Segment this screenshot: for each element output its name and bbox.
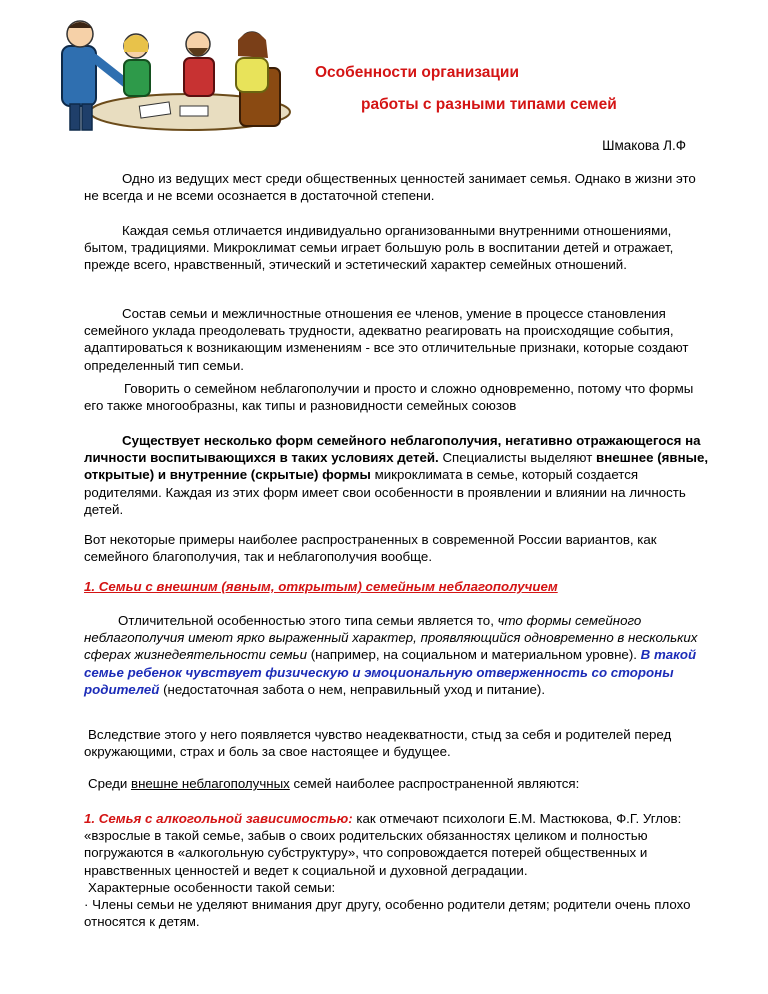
paragraph-4: Говорить о семейном неблагополучии и просто и сложно одновременно, потому что формы его также многообразны, как типы и разновидности семейных союзов — [84, 381, 694, 414]
alcohol-family-heading: 1. Семья с алкогольной зависимостью: — [84, 811, 353, 826]
paragraph-2: Каждая семья отличается индивидуально организованными внутренними отношениями, бытом, традициями. Микроклимат семьи играет большую роль в воспитании детей и отражает, прежде всего, нравственный, этический и эстетический характер семейных отношений. — [84, 223, 674, 273]
page-title-line-1: Особенности организации — [315, 64, 519, 81]
paragraph-1: Одно из ведущих мест среди общественных ценностей занимает семья. Однако в жизни это не всегда и не всеми осознается в достаточной степени. — [84, 171, 696, 204]
paragraph-7-text-2: (например, на социальном и материальном уровне). — [310, 647, 637, 663]
paragraph-5-text-1: Специалисты выделяют — [442, 450, 593, 466]
paragraph-5-text-2: микроклимата в семье, который создается родителями. Каждая из этих форм имеет свои особенности в проявлении и влиянии на личность детей. — [84, 467, 686, 517]
underlined-phrase: внешне неблагополучных — [131, 776, 290, 791]
paragraph-7 — [84, 612, 714, 698]
business-meeting-clipart-icon — [40, 8, 300, 136]
paragraph-7-text-1: Отличительной особенностью этого типа семьи является то, — [118, 613, 494, 628]
paragraph-10-text: как отмечают психологи Е.М. Мастюкова, Ф.Г. Углов: «взрослые в такой семье, забыв о своих родительских обязанностях целиком и полностью погружаются в «алкогольную субструктуру», что сопровождается потерей общественных и нравственных ценностей и ведет к социальной и духовной деградации. — [84, 811, 682, 878]
section-heading-1: 1. Семьи с внешним (явным, открытым) семейным неблагополучием — [84, 579, 558, 594]
paragraph-7-text-3: (недостаточная забота о нем, неправильный уход и питание). — [163, 681, 546, 697]
paragraph-10 — [84, 810, 714, 930]
paragraph-12: · Члены семьи не уделяют внимания друг другу, особенно родители детям; родители очень плохо относятся к детям. — [84, 897, 691, 930]
paragraph-5-bold-lead: Существует несколько форм семейного неблагополучия, негативно отражающегося на личности воспитывающихся в таких условиях детей. — [84, 433, 701, 466]
paragraph-7-italic: что формы семейного неблагополучия имеют ярко выраженный характер, проявляющийся одновременно в нескольких сферах жизнедеятельности семьи — [84, 613, 698, 663]
paragraph-5 — [84, 432, 714, 518]
paragraph-11: Характерные особенности такой семьи: — [88, 879, 336, 895]
paragraph-7-blue-emphasis: В такой семье ребенок чувствует физическую и эмоциональную отверженность со стороны родителей — [84, 647, 697, 697]
paragraph-3: Состав семьи и межличностные отношения ее членов, умение в процессе становления семейного уклада преодолевать трудности, адекватно реагировать на происходящие события, адаптироваться к возникающим изменениям - все это отличительные признаки, которые создают определенный тип семьи. — [84, 306, 689, 373]
page-title-line-2: работы с разными типами семей — [361, 96, 617, 113]
paragraph-9: Среди внешне неблагополучных семей наиболее распространенной являются: — [88, 776, 580, 791]
paragraph-5-bold-forms: внешнее (явные, открытые) и внутренние (скрытые) формы — [84, 450, 709, 483]
paragraph-8: Вследствие этого у него появляется чувство неадекватности, стыд за себя и родителей перед окружающими, страх и боль за свое настоящее и будущее. — [84, 727, 672, 760]
paragraph-6: Вот некоторые примеры наиболее распространенных в современной России вариантов, как семейного благополучия, так и неблагополучия вообще. — [84, 532, 657, 565]
author-name: Шмакова Л.Ф — [602, 138, 686, 153]
